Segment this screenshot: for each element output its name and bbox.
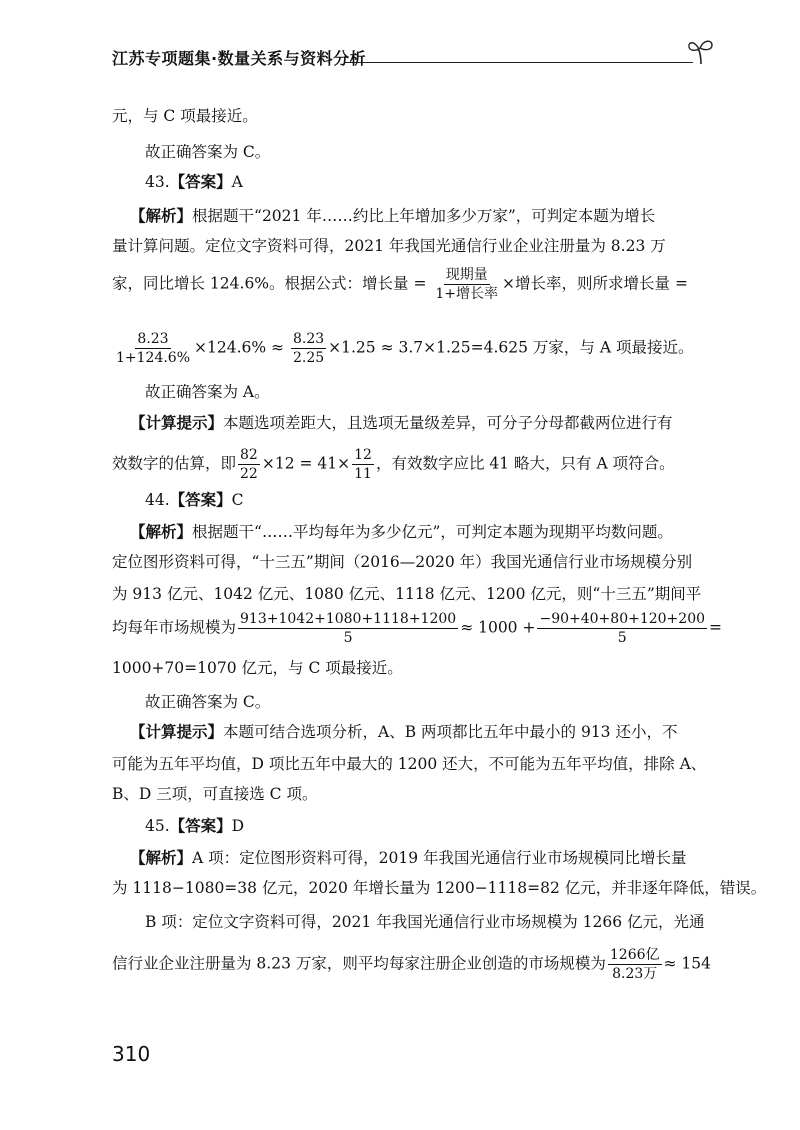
- formula-tail: ≈ 154: [663, 954, 712, 973]
- formula-middle: ×124.6% ≈: [194, 338, 285, 357]
- formula-tail: ，有效数字应比 41 略大，只有 A 项符合。: [375, 454, 675, 473]
- header-title: 江苏专项题集·数量关系与资料分析: [112, 49, 367, 68]
- fraction-numerator: 8.23: [292, 331, 325, 347]
- analysis-44-line-5: 1000+70=1070 亿元，与 C 项最接近。: [112, 659, 403, 677]
- analysis-44-line-1: [130, 522, 673, 542]
- analysis-45-line-4: [112, 946, 711, 983]
- analysis-43-line-3: [112, 266, 688, 303]
- hint-44-line-3: B、D 三项，可直接选 C 项。: [112, 785, 318, 803]
- hint-44-line-2: 可能为五年平均值，D 项比五年中最大的 1200 还大，不可能为五年平均值，排除 A、: [112, 755, 707, 773]
- analysis-44-line-4: [112, 610, 722, 647]
- formula-fraction: [114, 330, 192, 367]
- hint-tag: 【计算提示】: [130, 723, 224, 741]
- formula-tail: =: [709, 618, 723, 637]
- answer-44: [145, 490, 244, 510]
- fraction-denominator: 22: [240, 466, 258, 482]
- analysis-43-line-4: [112, 330, 693, 367]
- analysis-text: 根据题干“2021 年……约比上年增加多少万家”，可判定本题为增长: [192, 207, 656, 225]
- formula-text: 家，同比增长 124.6%。根据公式：增长量 =: [112, 274, 427, 293]
- hint-tag: 【计算提示】: [130, 414, 224, 432]
- fraction-numerator: 现期量: [445, 267, 488, 283]
- analysis-text: A 项：定位图形资料可得，2019 年我国光通信行业市场规模同比增长量: [192, 849, 687, 867]
- analysis-44-line-3: 为 913 亿元、1042 亿元、1080 亿元、1118 亿元、1200 亿元，则“十三五”期间平: [112, 585, 702, 603]
- analysis-45-line-1: [130, 848, 687, 868]
- analysis-text: 根据题干“……平均每年为多少亿元”，可判定本题为现期平均数问题。: [192, 523, 673, 541]
- question-number: 44.: [145, 491, 170, 509]
- question-number: 43.: [145, 173, 170, 191]
- analysis-45-line-3: B 项：定位文字资料可得，2021 年我国光通信行业市场规模为 1266 亿元，光通: [145, 913, 705, 931]
- fraction-denominator: 1+增长率: [435, 286, 499, 302]
- answer-value: D: [231, 817, 245, 835]
- analysis-43-line-1: [130, 206, 655, 226]
- answer-45: [145, 816, 244, 836]
- fraction-numerator: 8.23: [137, 331, 169, 347]
- formula-fraction: [608, 946, 662, 983]
- page-number: 310: [112, 1042, 151, 1066]
- answer-tag: 【答案】: [169, 817, 232, 835]
- fraction-numerator: 82: [240, 447, 258, 463]
- formula-middle: ≈ 1000 +: [460, 618, 536, 637]
- fraction-numerator: 913+1042+1080+1118+1200: [240, 611, 457, 627]
- header-rule: [345, 62, 693, 63]
- body-line-2: 故正确答案为 C。: [145, 143, 271, 161]
- fraction-denominator: 11: [354, 466, 372, 482]
- answer-tag: 【答案】: [169, 491, 232, 509]
- analysis-tag: 【解析】: [130, 849, 193, 867]
- fraction-numerator: −90+40+80+120+200: [539, 611, 706, 627]
- hint-head: 效数字的估算，即: [112, 454, 237, 473]
- fraction-numerator: 12: [354, 447, 372, 463]
- analysis-45-line-2: 为 1118−1080=38 亿元，2020 年增长量为 1200−1118=82 亿元，并非逐年降低，错误。: [112, 879, 767, 897]
- formula-middle: ×12 = 41×: [261, 454, 351, 473]
- fraction-denominator: 2.25: [292, 350, 325, 366]
- formula-fraction: [537, 610, 707, 647]
- question-number: 45.: [145, 817, 170, 835]
- formula-fraction: [238, 610, 458, 647]
- body-line-8: 故正确答案为 A。: [145, 383, 270, 401]
- analysis-43-line-2: 量计算问题。定位文字资料可得，2021 年我国光通信行业企业注册量为 8.23 万: [112, 237, 666, 255]
- formula-tail: ×1.25 ≈ 3.7×1.25=4.625 万家，与 A 项最接近。: [328, 338, 694, 357]
- formula-fraction: [238, 446, 260, 483]
- formula-tail: ×增长率，则所求增长量 =: [502, 274, 688, 293]
- fraction-denominator: 8.23万: [612, 966, 658, 982]
- formula-head: 均每年市场规模为: [112, 618, 237, 637]
- body-line-1: 元，与 C 项最接近。: [112, 107, 258, 125]
- answer-tag: 【答案】: [169, 173, 232, 191]
- fraction-denominator: 5: [617, 630, 627, 646]
- formula-head: 信行业企业注册量为 8.23 万家，则平均每家注册企业创造的市场规模为: [112, 954, 606, 973]
- hint-43-line-2: [112, 446, 675, 483]
- hint-text: 本题可结合选项分析，A、B 两项都比五年中最小的 913 还小，不: [223, 723, 678, 741]
- hint-43-line-1: [130, 413, 673, 433]
- sprout-icon: [686, 36, 716, 66]
- answer-value: C: [231, 491, 244, 509]
- formula-fraction: [352, 446, 374, 483]
- formula-fraction: [433, 266, 500, 303]
- fraction-numerator: 1266亿: [609, 947, 660, 963]
- answer-value: A: [231, 173, 243, 191]
- hint-44-line-1: [130, 722, 677, 742]
- body-line-17: 故正确答案为 C。: [145, 693, 271, 711]
- formula-fraction: [291, 330, 326, 367]
- analysis-tag: 【解析】: [130, 207, 193, 225]
- fraction-denominator: 1+124.6%: [116, 350, 191, 366]
- answer-43: [145, 172, 243, 192]
- hint-text: 本题选项差距大，且选项无量级差异，可分子分母都截两位进行有: [223, 414, 673, 432]
- fraction-denominator: 5: [343, 630, 353, 646]
- analysis-tag: 【解析】: [130, 523, 193, 541]
- analysis-44-line-2: 定位图形资料可得，“十三五”期间（2016—2020 年）我国光通信行业市场规模分别: [112, 553, 693, 571]
